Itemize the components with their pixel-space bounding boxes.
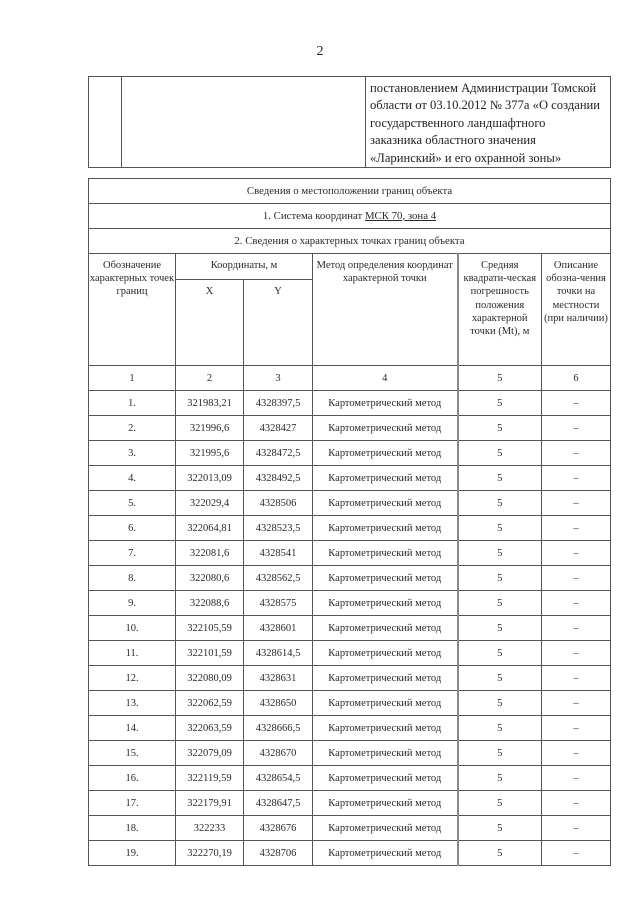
method: Картометрический метод [313, 541, 458, 566]
mt-value: 5 [458, 491, 542, 516]
table-row [89, 816, 611, 841]
coord-system-label: 1. Система координат [262, 210, 365, 222]
reference-row [89, 77, 611, 168]
description: – [542, 641, 611, 666]
mt-value: 5 [458, 416, 542, 441]
description: – [542, 441, 611, 466]
table-row [89, 516, 611, 541]
coord-y: 4328562,5 [244, 566, 313, 591]
header-row [89, 254, 611, 280]
description: – [542, 516, 611, 541]
mt-value: 5 [458, 666, 542, 691]
table-row [89, 466, 611, 491]
coord-x: 322233 [176, 816, 244, 841]
table-title-row [89, 179, 611, 204]
description: – [542, 716, 611, 741]
method: Картометрический метод [313, 741, 458, 766]
coord-x: 322013,09 [176, 466, 244, 491]
table-row [89, 416, 611, 441]
column-number: 6 [542, 366, 611, 391]
method: Картометрический метод [313, 641, 458, 666]
description: – [542, 541, 611, 566]
mt-value: 5 [458, 391, 542, 416]
table-row [89, 791, 611, 816]
coord-y: 4328647,5 [244, 791, 313, 816]
coord-y: 4328575 [244, 591, 313, 616]
header-y: Y [244, 280, 313, 366]
coord-x: 322179,91 [176, 791, 244, 816]
mt-value: 5 [458, 566, 542, 591]
method: Картометрический метод [313, 466, 458, 491]
coord-x: 321995,6 [176, 441, 244, 466]
coord-y: 4328523,5 [244, 516, 313, 541]
method: Картометрический метод [313, 591, 458, 616]
point-number: 17. [89, 791, 176, 816]
description: – [542, 616, 611, 641]
method: Картометрический метод [313, 841, 458, 866]
method: Картометрический метод [313, 391, 458, 416]
table-row [89, 741, 611, 766]
method: Картометрический метод [313, 791, 458, 816]
coord-system-row [89, 204, 611, 229]
section-title: 2. Сведения о характерных точках границ объекта [89, 229, 611, 254]
coord-y: 4328666,5 [244, 716, 313, 741]
method: Картометрический метод [313, 516, 458, 541]
coord-y: 4328670 [244, 741, 313, 766]
column-numbers-row [89, 366, 611, 391]
coord-x: 322080,6 [176, 566, 244, 591]
mt-value: 5 [458, 616, 542, 641]
point-number: 8. [89, 566, 176, 591]
coord-y: 4328706 [244, 841, 313, 866]
point-number: 3. [89, 441, 176, 466]
coord-y: 4328427 [244, 416, 313, 441]
coord-y: 4328397,5 [244, 391, 313, 416]
mt-value: 5 [458, 466, 542, 491]
description: – [542, 816, 611, 841]
coord-y: 4328676 [244, 816, 313, 841]
description: – [542, 691, 611, 716]
page-number: 2 [316, 44, 324, 59]
method: Картометрический метод [313, 716, 458, 741]
point-number: 18. [89, 816, 176, 841]
description: – [542, 491, 611, 516]
header-point: Обозначение характерных точек границ [89, 254, 176, 366]
reference-line: области от 03.10.2012 № 377а «О создании [370, 98, 601, 113]
reference-text [366, 77, 610, 167]
column-number: 3 [244, 366, 313, 391]
point-number: 19. [89, 841, 176, 866]
reference-line: «Ларинский» и его охранной зоны» [370, 150, 562, 165]
point-number: 6. [89, 516, 176, 541]
method: Картометрический метод [313, 441, 458, 466]
reference-line: государственного ландшафтного [370, 115, 546, 130]
section-title-row [89, 229, 611, 254]
point-number: 1. [89, 391, 176, 416]
header-x: X [176, 280, 244, 366]
point-number: 15. [89, 741, 176, 766]
mt-value: 5 [458, 791, 542, 816]
header-method: Метод определения координат характерной точки [313, 254, 458, 366]
point-number: 11. [89, 641, 176, 666]
table-row [89, 591, 611, 616]
method: Картометрический метод [313, 691, 458, 716]
coord-x: 322062,59 [176, 691, 244, 716]
table-row [89, 766, 611, 791]
method: Картометрический метод [313, 766, 458, 791]
point-number: 13. [89, 691, 176, 716]
boundary-points-table [88, 178, 611, 866]
column-number: 1 [89, 366, 176, 391]
coord-x: 322088,6 [176, 591, 244, 616]
coord-y: 4328614,5 [244, 641, 313, 666]
coord-x: 322270,19 [176, 841, 244, 866]
coord-y: 4328506 [244, 491, 313, 516]
reference-cell-empty-2 [122, 77, 366, 168]
coord-system-value: МСК 70, зона 4 [364, 210, 437, 222]
mt-value: 5 [458, 541, 542, 566]
mt-value: 5 [458, 516, 542, 541]
description: – [542, 791, 611, 816]
method: Картометрический метод [313, 816, 458, 841]
coord-y: 4328654,5 [244, 766, 313, 791]
method: Картометрический метод [313, 416, 458, 441]
point-number: 4. [89, 466, 176, 491]
coord-x: 322101,59 [176, 641, 244, 666]
reference-table [88, 76, 611, 168]
description: – [542, 466, 611, 491]
coord-x: 321996,6 [176, 416, 244, 441]
column-number: 4 [313, 366, 458, 391]
coord-x: 322081,6 [176, 541, 244, 566]
reference-line: постановлением Администрации Томской [370, 81, 597, 95]
method: Картометрический метод [313, 616, 458, 641]
table-title: Сведения о местоположении границ объекта [89, 179, 611, 204]
point-number: 5. [89, 491, 176, 516]
point-number: 7. [89, 541, 176, 566]
coord-x: 322064,81 [176, 516, 244, 541]
point-number: 2. [89, 416, 176, 441]
header-error: Средняя квадрати-ческая погрешность положения характерной точки (Mt), м [458, 254, 542, 366]
table-row [89, 691, 611, 716]
coord-x: 322063,59 [176, 716, 244, 741]
table-row [89, 541, 611, 566]
coord-y: 4328472,5 [244, 441, 313, 466]
method: Картометрический метод [313, 491, 458, 516]
reference-cell-text [366, 77, 611, 168]
coord-y: 4328650 [244, 691, 313, 716]
description: – [542, 666, 611, 691]
coord-y: 4328492,5 [244, 466, 313, 491]
table-row [89, 641, 611, 666]
table-row [89, 566, 611, 591]
description: – [542, 566, 611, 591]
coord-x: 322119,59 [176, 766, 244, 791]
point-number: 9. [89, 591, 176, 616]
coord-system [89, 204, 611, 229]
header-coords: Координаты, м [176, 254, 313, 280]
coord-x: 322080,09 [176, 666, 244, 691]
coord-x: 322105,59 [176, 616, 244, 641]
table-row [89, 666, 611, 691]
description: – [542, 391, 611, 416]
description: – [542, 766, 611, 791]
mt-value: 5 [458, 716, 542, 741]
mt-value: 5 [458, 691, 542, 716]
column-number: 5 [458, 366, 542, 391]
point-number: 12. [89, 666, 176, 691]
coord-y: 4328601 [244, 616, 313, 641]
reference-cell-empty-1 [89, 77, 122, 168]
mt-value: 5 [458, 841, 542, 866]
table-row [89, 441, 611, 466]
coord-x: 321983,21 [176, 391, 244, 416]
coord-x: 322029,4 [176, 491, 244, 516]
table-row [89, 716, 611, 741]
reference-line: заказника областного значения [370, 133, 536, 148]
description: – [542, 841, 611, 866]
method: Картометрический метод [313, 566, 458, 591]
table-row [89, 616, 611, 641]
coord-x: 322079,09 [176, 741, 244, 766]
table-body [89, 391, 611, 866]
description: – [542, 416, 611, 441]
point-number: 14. [89, 716, 176, 741]
point-number: 16. [89, 766, 176, 791]
table-row [89, 391, 611, 416]
coord-y: 4328631 [244, 666, 313, 691]
point-number: 10. [89, 616, 176, 641]
mt-value: 5 [458, 441, 542, 466]
table-row [89, 491, 611, 516]
mt-value: 5 [458, 591, 542, 616]
description: – [542, 741, 611, 766]
mt-value: 5 [458, 641, 542, 666]
coord-y: 4328541 [244, 541, 313, 566]
table-row [89, 841, 611, 866]
column-number: 2 [176, 366, 244, 391]
method: Картометрический метод [313, 666, 458, 691]
mt-value: 5 [458, 766, 542, 791]
description: – [542, 591, 611, 616]
mt-value: 5 [458, 816, 542, 841]
header-description: Описание обозна-чения точки на местности (при наличии) [542, 254, 611, 366]
mt-value: 5 [458, 741, 542, 766]
